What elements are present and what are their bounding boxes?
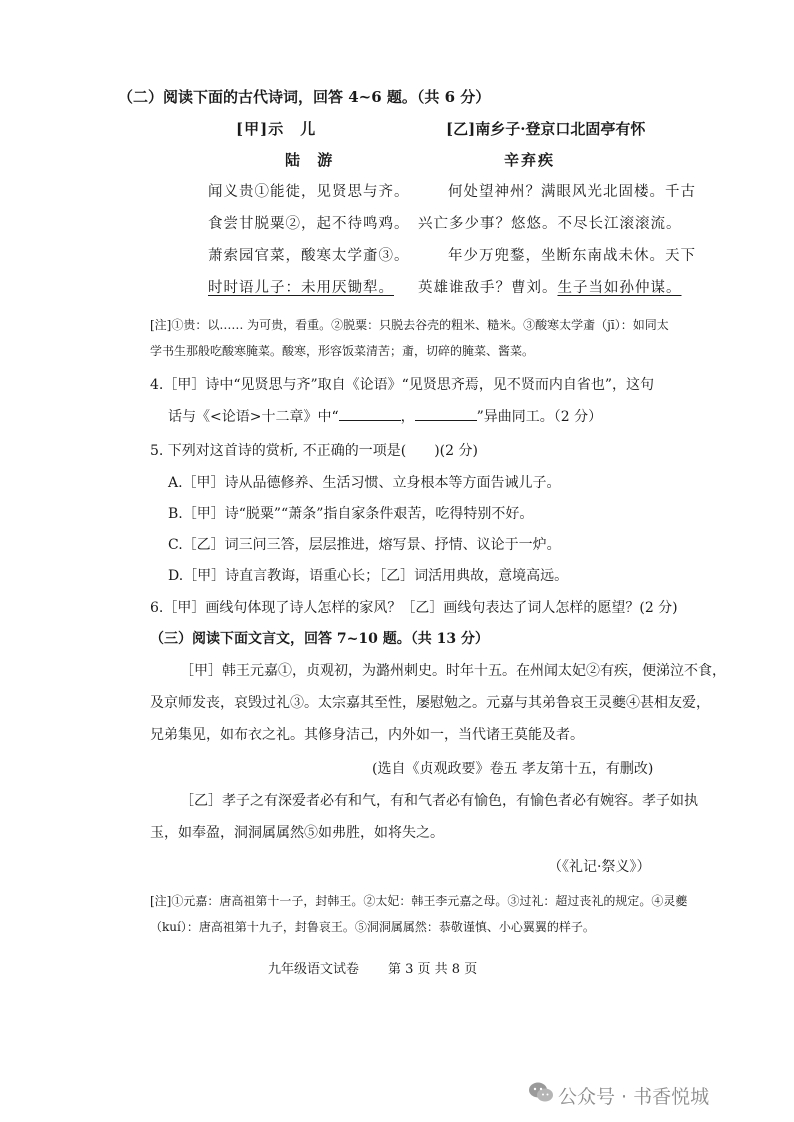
footer-page-number: 第 3 页 共 8 页 — [388, 962, 478, 977]
question-5 — [150, 440, 478, 460]
poem-yi-line: 何处望神州？满眼风光北固楼。千古 — [448, 184, 696, 200]
note-line: [注]①元嘉：唐高祖第十一子，封韩王。②太妃：韩王李元嘉之母。③过礼：超过丧礼的规定。④灵夔 — [150, 894, 688, 908]
q5-stem: 5. 下列对这首诗的赏析, 不正确的一项是 — [150, 443, 401, 459]
q4-sep: ， — [400, 409, 415, 425]
passage-jia-line: 兄弟集见，如布衣之礼。其修身洁己，内外如一，当代诸王莫能及者。 — [150, 727, 584, 743]
section2-heading: （二）阅读下面的古代诗词，回答 4~6 题。（共 6 分） — [118, 88, 491, 106]
answer-paren[interactable]: ( ) — [400, 443, 440, 459]
poem-jia-line-underlined: 时时语儿子：未用厌锄犁。 — [208, 280, 394, 296]
note-line: （kuí）：唐高祖第十九子，封鲁哀王。⑤洞洞属属然：恭敬谨慎、小心翼翼的样子。 — [150, 920, 595, 934]
poem-yi-line: 年少万兜鍪，坐断东南战未休。天下 — [448, 248, 696, 264]
poem-yi-last-plain: 英雄谁敌手？曹刘。 — [418, 280, 558, 296]
passage-jia-line: ［甲］韩王元嘉①，贞观初，为潞州刺史。时年十五。在州闻太妃②有疾，便涕泣不食， — [180, 663, 726, 679]
wechat-icon — [528, 1080, 554, 1108]
poem-jia-line: 食尝甘脱粟②，起不待鸣鸡。 — [208, 216, 410, 232]
passage-yi-line: ［乙］孝子之有深爱者必有和气，有和气者必有愉色，有愉色者必有婉容。孝子如执 — [180, 793, 698, 809]
footer-exam-title: 九年级语文试卷 — [268, 962, 360, 977]
poem-yi-author: 辛弃疾 — [504, 151, 556, 169]
q4-suffix: ”异曲同工。（2 分） — [476, 409, 603, 425]
option-c: C.［乙］词三问三答，层层推进，熔写景、抒情、议论于一炉。 — [168, 537, 561, 553]
question-4-line2 — [168, 406, 602, 426]
watermark-text: 公众号 · 书香悦城 — [558, 1086, 710, 1108]
note-line: [注]①贵：以…… 为可贵，看重。②脱粟：只脱去谷壳的粗米、糙米。③酸寒太学齑（jī）：如同太 — [150, 318, 669, 332]
question-6: 6.［甲］画线句体现了诗人怎样的家风？［乙］画线句表达了词人怎样的愿望？(2 分) — [150, 600, 678, 616]
option-a: A.［甲］诗从品德修养、生活习惯、立身根本等方面告诫儿子。 — [168, 475, 561, 491]
source-yi: （《礼记·祭义》） — [548, 859, 651, 875]
passage-yi-line: 玉，如奉盈，洞洞属属然⑤如弗胜，如将失之。 — [150, 825, 444, 841]
poem-jia-line: 萧索园官菜，酸寒太学齑③。 — [208, 248, 410, 264]
poem-yi-last-underlined: 生子当如孙仲谋。 — [557, 280, 682, 296]
option-b: B.［甲］诗“脱粟”“萧条”指自家条件艰苦，吃得特别不好。 — [168, 506, 534, 522]
answer-blank-1[interactable] — [339, 408, 401, 421]
question-4: 4.［甲］诗中“见贤思与齐”取自《论语》“见贤思齐焉，见不贤而内自省也”，这句 — [150, 377, 654, 393]
q4-prefix: 话与《<论语>十二章》中“ — [168, 409, 339, 425]
poem-yi-line: 兴亡多少事？悠悠。不尽长江滚滚流。 — [418, 216, 682, 232]
answer-blank-2[interactable] — [415, 408, 477, 421]
section3-heading: （三）阅读下面文言文，回答 7~10 题。（共 13 分） — [150, 631, 489, 647]
note-line: 学书生那般吃酸寒腌菜。酸寒，形容饭菜清苦；齑，切碎的腌菜、酱菜。 — [150, 344, 535, 358]
passage-jia-line: 及京师发丧，哀毁过礼③。太宗嘉其至性，屡慰勉之。元嘉与其弟鲁哀王灵夔④甚相友爱， — [150, 695, 710, 711]
option-d: D.［甲］诗直言教诲，语重心长；［乙］词活用典故，意境高远。 — [168, 568, 569, 584]
poem-jia-author: 陆 游 — [285, 151, 339, 169]
source-jia: (选自《贞观政要》卷五 孝友第十五，有删改) — [372, 761, 654, 777]
poem-jia-title: [甲]示 儿 — [236, 120, 317, 138]
poem-jia-line: 闻义贵①能徙，见贤思与齐。 — [208, 184, 410, 200]
poem-yi-title: [乙]南乡子·登京口北固亭有怀 — [446, 120, 646, 138]
poem-yi-line — [418, 276, 682, 297]
q5-score: (2 分) — [439, 443, 478, 459]
